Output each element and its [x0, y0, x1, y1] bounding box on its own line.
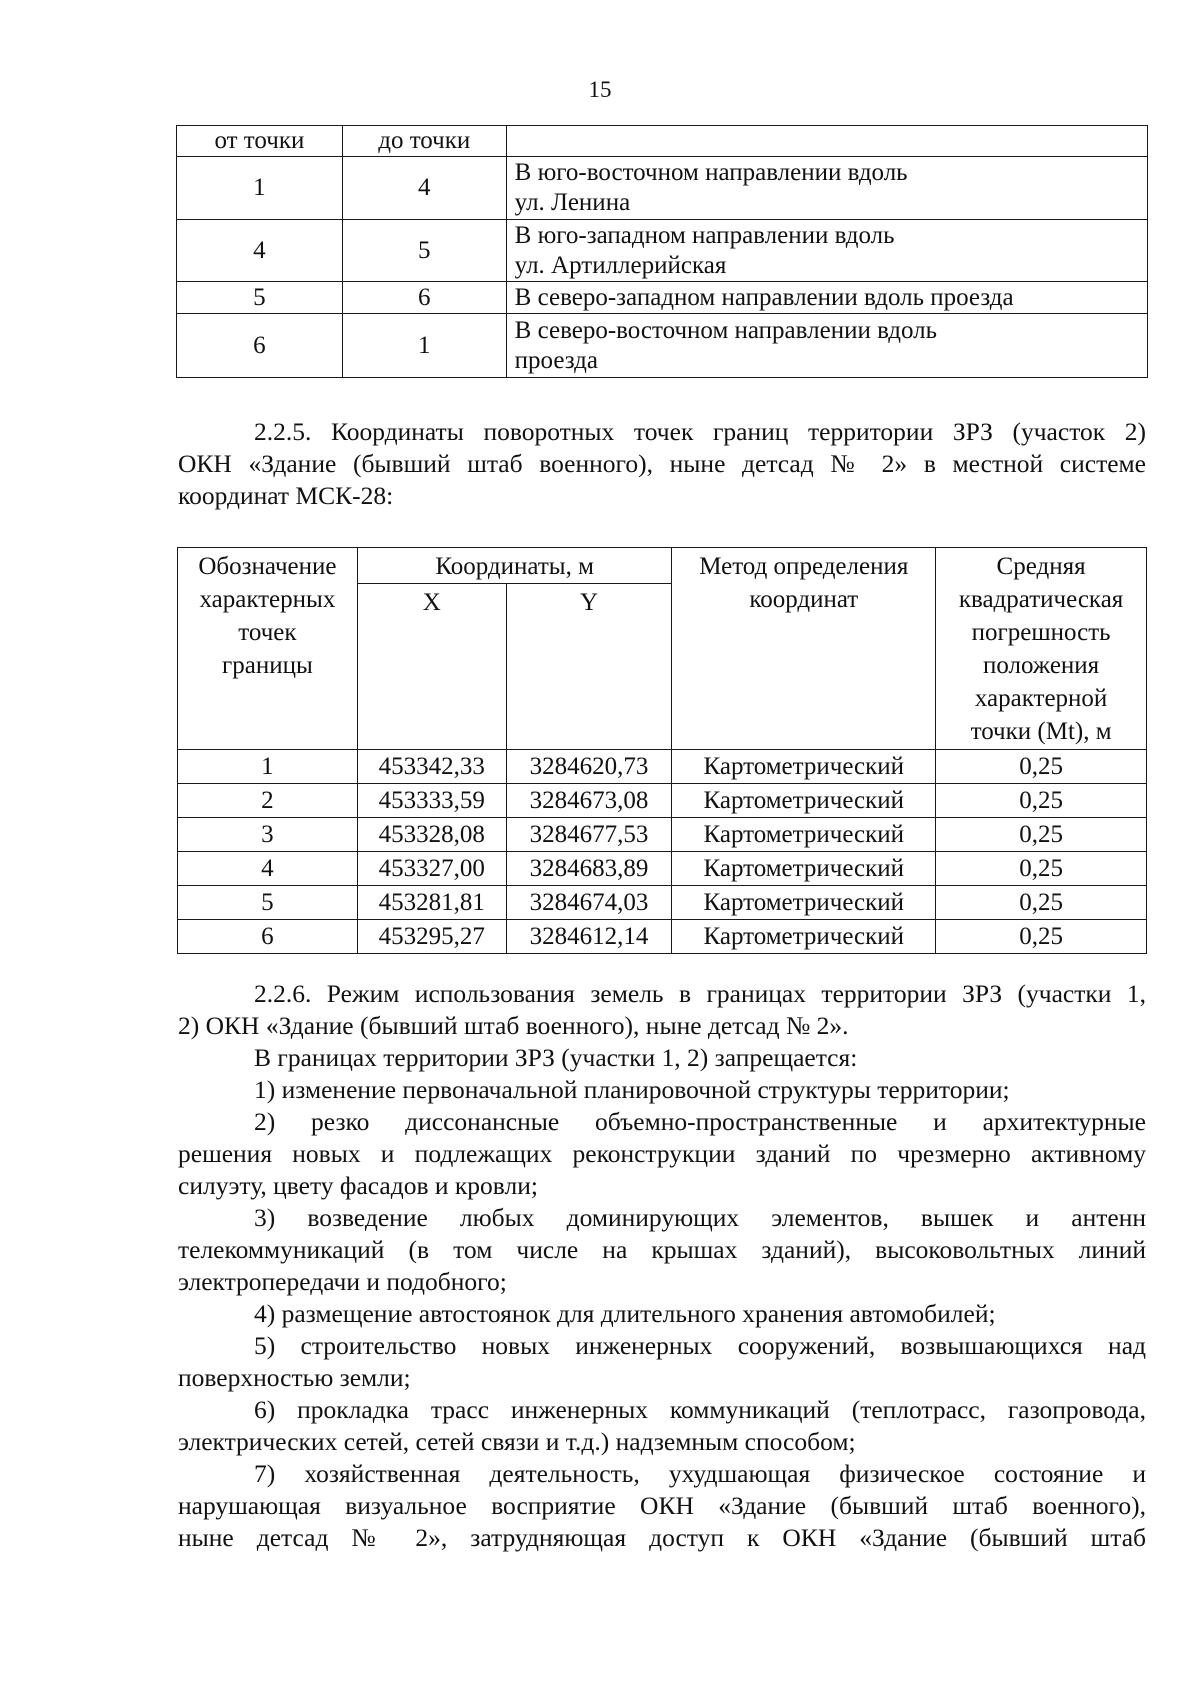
- coord-x: 453342,33: [357, 750, 506, 784]
- segment-description: [506, 282, 1147, 314]
- method: Картометрический: [672, 852, 936, 886]
- table-row: [177, 282, 1148, 314]
- point-id: 5: [178, 886, 358, 920]
- description-line: В юго-западном направлении вдоль: [514, 221, 895, 249]
- description-line: В северо-западном направлении вдоль проезда: [514, 283, 1014, 311]
- coord-x: 453281,81: [357, 886, 506, 920]
- point-id: 4: [178, 852, 358, 886]
- point-id: 2: [178, 784, 358, 818]
- header-point-designation: Обозначение характерных точек границы: [178, 548, 358, 750]
- point-id: 3: [178, 818, 358, 852]
- to-point: 6: [342, 282, 506, 314]
- coord-y: 3284620,73: [506, 750, 672, 784]
- section-2-2-6: [178, 978, 1146, 1554]
- paragraph-line: ОКН «Здание (бывший штаб военного), ныне детсад № 2» в местной системе: [178, 449, 1146, 478]
- to-point: 4: [342, 157, 506, 220]
- description-line: В юго-восточном направлении вдоль: [514, 159, 908, 186]
- list-item: 2) резко диссонансные объемно-пространственные и архитектурные: [254, 1107, 1146, 1136]
- segment-description: [506, 314, 1147, 378]
- paragraph-line: В границах территории ЗРЗ (участки 1, 2) запрещается:: [254, 1043, 858, 1072]
- table-header-row: [177, 126, 1148, 157]
- coord-y: 3284612,14: [506, 920, 672, 954]
- section-2-2-5: [178, 416, 1146, 512]
- segment-description: [506, 220, 1147, 282]
- mean-error: 0,25: [936, 852, 1147, 886]
- paragraph-line: нарушающая визуальное восприятие ОКН «Здание (бывший штаб военного),: [178, 1491, 1146, 1520]
- to-point: 1: [342, 314, 506, 378]
- table-row: [178, 784, 1147, 818]
- header-to-point: до точки: [342, 126, 506, 157]
- coord-y: 3284683,89: [506, 852, 672, 886]
- to-point: 5: [342, 220, 506, 282]
- table-row: [178, 920, 1147, 954]
- table-row: [177, 157, 1148, 220]
- from-point: 1: [177, 157, 343, 220]
- description-line: ул. Артиллерийская: [514, 251, 727, 279]
- method: Картометрический: [672, 784, 936, 818]
- description-line: В северо-восточном направлении вдоль: [514, 316, 938, 344]
- paragraph-line: телекоммуникаций (в том числе на крышах зданий), высоковольтных линий: [178, 1235, 1146, 1264]
- paragraph-line: электрических сетей, сетей связи и т.д.) надземным способом;: [178, 1427, 856, 1456]
- description-line: проезда: [514, 346, 598, 374]
- boundary-segments-table: [176, 125, 1148, 378]
- list-item: 7) хозяйственная деятельность, ухудшающая физическое состояние и: [254, 1459, 1146, 1488]
- description-line: ул. Ленина: [514, 189, 631, 216]
- paragraph-line: 2) ОКН «Здание (бывший штаб военного), ныне детсад № 2».: [178, 1011, 849, 1040]
- list-item: 3) возведение любых доминирующих элементов, вышек и антенн: [254, 1203, 1146, 1232]
- coord-x: 453328,08: [357, 818, 506, 852]
- paragraph-line: решения новых и подлежащих реконструкции зданий по чрезмерно активному: [178, 1139, 1146, 1168]
- coord-x: 453333,59: [357, 784, 506, 818]
- table-row: [177, 220, 1148, 282]
- point-id: 1: [178, 750, 358, 784]
- coord-x: 453295,27: [357, 920, 506, 954]
- list-item: 6) прокладка трасс инженерных коммуникаций (теплотрасс, газопровода,: [254, 1395, 1146, 1424]
- header-from-point: от точки: [177, 126, 343, 157]
- coord-x: 453327,00: [357, 852, 506, 886]
- header-y: Y: [506, 584, 672, 750]
- header-mean-error: Средняя квадратическая погрешность положения характерной точки (Mt), м: [936, 548, 1147, 750]
- coord-y: 3284673,08: [506, 784, 672, 818]
- list-item: 4) размещение автостоянок для длительного хранения автомобилей;: [254, 1299, 996, 1328]
- mean-error: 0,25: [936, 818, 1147, 852]
- table-row: [178, 750, 1147, 784]
- from-point: 5: [177, 282, 343, 314]
- list-item: 1) изменение первоначальной планировочной структуры территории;: [254, 1075, 1010, 1104]
- paragraph-line: электропередачи и подобного;: [178, 1267, 507, 1296]
- method: Картометрический: [672, 750, 936, 784]
- header-method: Метод определения координат: [672, 548, 936, 750]
- table-header-row: [178, 548, 1147, 584]
- paragraph-line: ныне детсад № 2», затрудняющая доступ к ОКН «Здание (бывший штаб: [178, 1523, 1146, 1552]
- mean-error: 0,25: [936, 784, 1147, 818]
- from-point: 4: [177, 220, 343, 282]
- page-number: 15: [588, 77, 612, 102]
- table-row: [178, 818, 1147, 852]
- table-row: [178, 852, 1147, 886]
- from-point: 6: [177, 314, 343, 378]
- paragraph-line: 2.2.6. Режим использования земель в границах территории ЗРЗ (участки 1,: [254, 979, 1146, 1008]
- table-row: [178, 886, 1147, 920]
- mean-error: 0,25: [936, 750, 1147, 784]
- coord-y: 3284674,03: [506, 886, 672, 920]
- paragraph-line: поверхностью земли;: [178, 1363, 411, 1392]
- mean-error: 0,25: [936, 920, 1147, 954]
- paragraph-line: силуэту, цвету фасадов и кровли;: [178, 1171, 538, 1200]
- paragraph-line: координат МСК-28:: [178, 481, 394, 510]
- coord-y: 3284677,53: [506, 818, 672, 852]
- coordinates-table: [177, 547, 1147, 954]
- list-item: 5) строительство новых инженерных сооружений, возвышающихся над: [254, 1331, 1146, 1360]
- method: Картометрический: [672, 920, 936, 954]
- mean-error: 0,25: [936, 886, 1147, 920]
- paragraph-line: 2.2.5. Координаты поворотных точек границ территории ЗРЗ (участок 2): [254, 417, 1146, 446]
- method: Картометрический: [672, 818, 936, 852]
- point-id: 6: [178, 920, 358, 954]
- header-description: [506, 126, 1147, 157]
- header-x: X: [357, 584, 506, 750]
- segment-description: [506, 157, 1147, 220]
- header-coordinates: Координаты, м: [357, 548, 672, 584]
- method: Картометрический: [672, 886, 936, 920]
- table-row: [177, 314, 1148, 378]
